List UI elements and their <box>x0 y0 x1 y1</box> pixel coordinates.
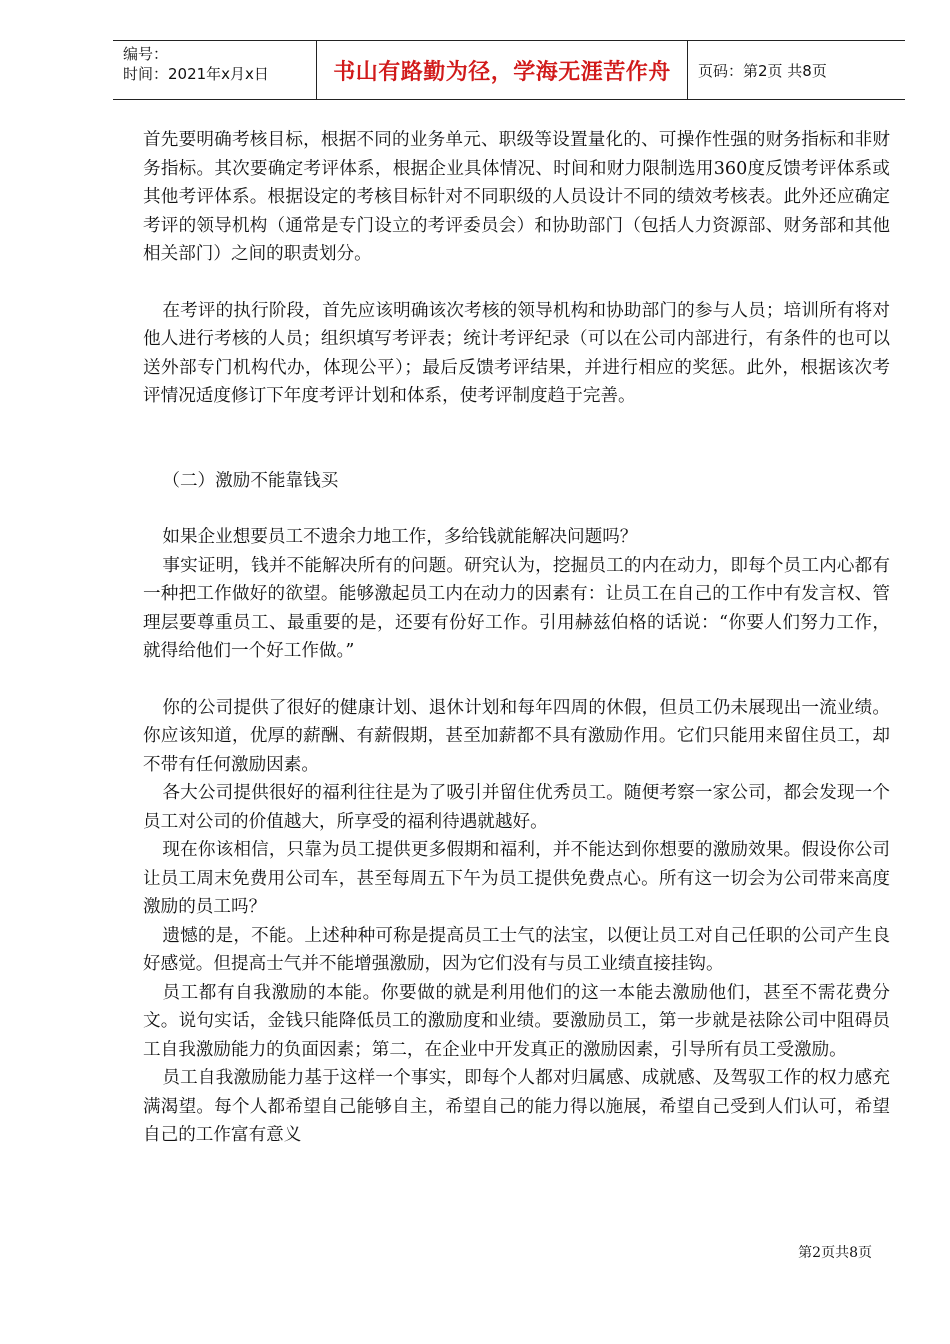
paragraph: 首先要明确考核目标，根据不同的业务单元、职级等设置量化的、可操作性强的财务指标和非财务指标。其次要确定考评体系，根据企业具体情况、时间和财力限制选用360度反馈考评体系或其他考评体系。根据设定的考核目标针对不同职级的人员设计不同的绩效考核表。此外还应确定考评的领导机构（通常是专门设立的考评委员会）和协助部门（包括人力资源部、财务部和其他相关部门）之间的职责划分。 <box>143 130 890 264</box>
paragraph: 各大公司提供很好的福利往往是为了吸引并留住优秀员工。随便考察一家公司，都会发现一个员工对公司的价值越大，所享受的福利待遇就越好。 <box>143 783 890 832</box>
paragraph: 你的公司提供了很好的健康计划、退休计划和每年四周的休假，但员工仍未展现出一流业绩。你应该知道，优厚的薪酬、有薪假期，甚至加薪都不具有激励作用。它们只能用来留住员工，却不带有任何激励因素。 <box>143 697 890 775</box>
page-header <box>113 40 905 100</box>
document-body <box>143 126 890 1150</box>
paragraph: 员工自我激励能力基于这样一个事实，即每个人都对归属感、成就感、及驾驭工作的权力感充满渴望。每个人都希望自己能够自主，希望自己的能力得以施展，希望自己受到人们认可，希望自己的工作富有意义 <box>143 1068 890 1145</box>
document-id-label: 编号： <box>123 45 169 63</box>
paragraph: 在考评的执行阶段，首先应该明确该次考核的领导机构和协助部门的参与人员；培训所有将对他人进行考核的人员；组织填写考评表；统计考评纪录（可以在公司内部进行，有条件的也可以送外部专门机构代办，体现公平）；最后反馈考评结果，并进行相应的奖惩。此外，根据该次考评情况适度修订下年度考评计划和体系，使考评制度趋于完善。 <box>143 300 890 406</box>
section-heading: （二）激励不能靠钱买 <box>162 470 339 491</box>
paragraph: 如果企业想要员工不遗余力地工作，多给钱就能解决问题吗？ <box>162 527 638 547</box>
paragraph: 遗憾的是，不能。上述种种可称是提高员工士气的法宝，以便让员工对自己任职的公司产生良好感觉。但提高士气并不能增强激励，因为它们没有与员工业绩直接挂钩。 <box>143 925 890 974</box>
header-page-info: 页码：第2页 共8页 <box>698 61 827 80</box>
header-meta <box>113 41 316 99</box>
paragraph: 现在你该相信，只靠为员工提供更多假期和福利，并不能达到你想要的激励效果。假设你公司让员工周末免费用公司车，甚至每周五下午为员工提供免费点心。所有这一切会为公司带来高度激励的员工吗？ <box>143 840 890 917</box>
paragraph: 员工都有自我激励的本能。你要做的就是利用他们的这一本能去激励他们，甚至不需花费分文。说句实话，金钱只能降低员工的激励度和业绩。要激励员工，第一步就是祛除公司中阻碍员工自我激励能力的负面因素；第二，在企业中开发真正的激励因素，引导所有员工受激励。 <box>143 982 890 1060</box>
header-motto: 书山有路勤为径，学海无涯苦作舟 <box>316 41 688 99</box>
page-footer: 第2页共8页 <box>798 1245 872 1261</box>
paragraph: 事实证明，钱并不能解决所有的问题。研究认为，挖掘员工的内在动力，即每个员工内心都有一种把工作做好的欲望。能够激起员工内在动力的因素有：让员工在自己的工作中有发言权、管理层要尊重员工、最重要的是，还要有份好工作。引用赫兹伯格的话说：“你要人们努力工作，就得给他们一个好工作做。” <box>143 555 890 661</box>
document-date: 时间：2021年x月x日 <box>123 65 269 83</box>
